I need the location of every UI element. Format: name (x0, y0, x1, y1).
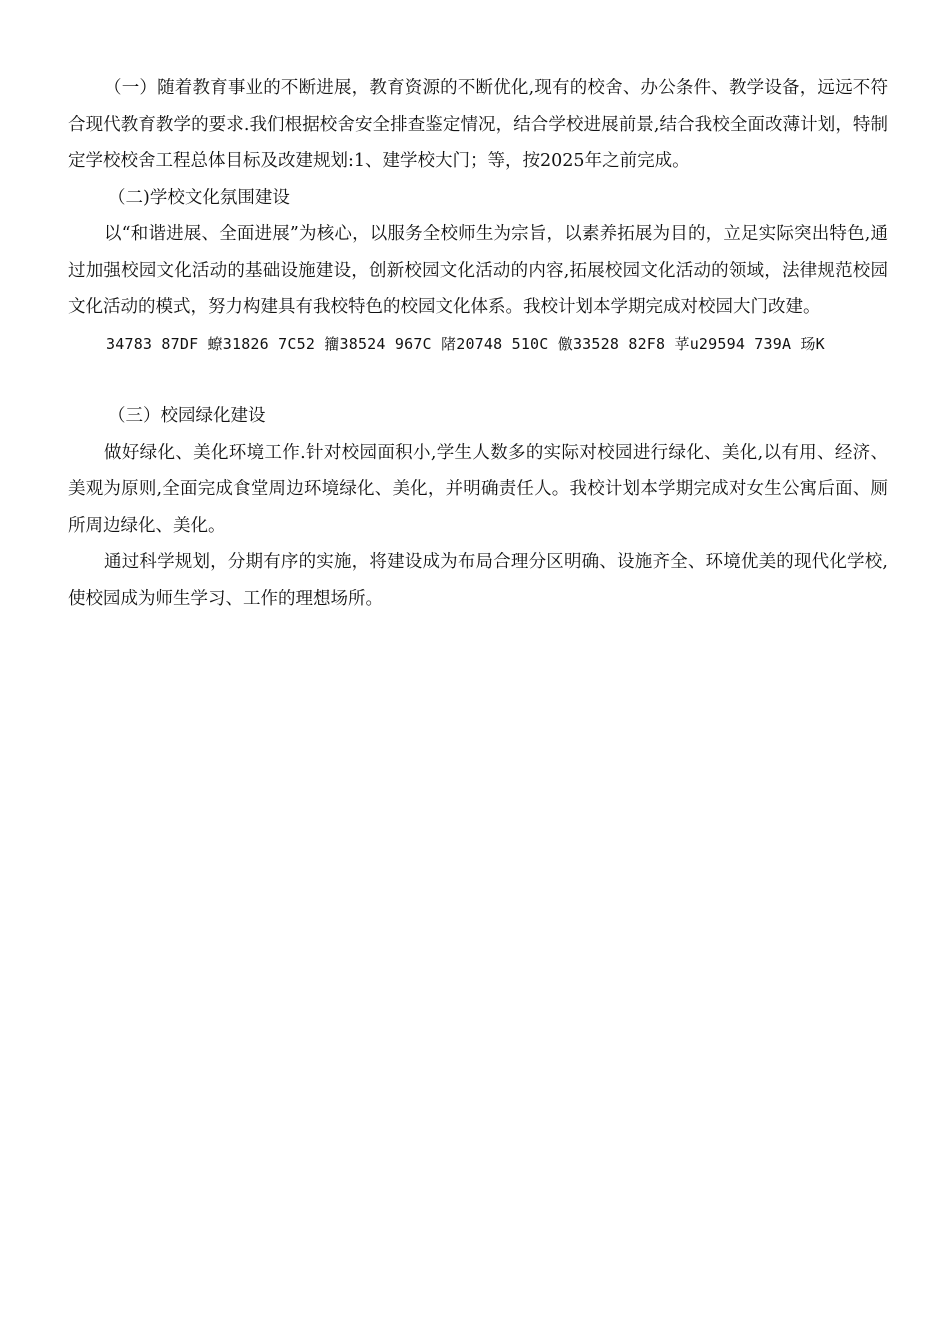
section3-heading: （三）校园绿化建设 (108, 406, 266, 426)
closing-paragraph: 通过科学规划，分期有序的实施，将建设成为布局合理分区明确、设施齐全、环境优美的现代化学校,使校园成为师生学习、工作的理想场所。 (68, 552, 888, 609)
document-page (68, 70, 888, 617)
section2-heading: （二)学校文化氛围建设 (108, 187, 290, 208)
garbled-code-line: 34783 87DF 蟟31826 7C52 籒38524 967C 陼20748 510C 儌33528 82F8 苸u29594 739A 玚K (106, 334, 825, 353)
blank-line (68, 362, 888, 398)
section3-paragraph: 做好绿化、美化环境工作.针对校园面积小,学生人数多的实际对校园进行绿化、美化,以有用、经济、美观为原则,全面完成食堂周边环境绿化、美化，并明确责任人。我校计划本学期完成对女生公寓后面、厕所周边绿化、美化。 (68, 442, 888, 536)
section1-paragraph: （一）随着教育事业的不断进展，教育资源的不断优化,现有的校舍、办公条件、教学设备，远远不符合现代教育教学的要求.我们根据校舍安全排查鉴定情况，结合学校进展前景,结合我校全面改薄计划，特制定学校校舍工程总体目标及改建规划:1、建学校大门；等，按2025年之前完成。 (68, 78, 888, 171)
section2-paragraph: 以“和谐进展、全面进展”为核心，以服务全校师生为宗旨，以素养拓展为目的，立足实际突出特色,通过加强校园文化活动的基础设施建设，创新校园文化活动的内容,拓展校园文化活动的领域，法律规范校园文化活动的模式，努力构建具有我校特色的校园文化体系。我校计划本学期完成对校园大门改建。 (68, 224, 888, 317)
